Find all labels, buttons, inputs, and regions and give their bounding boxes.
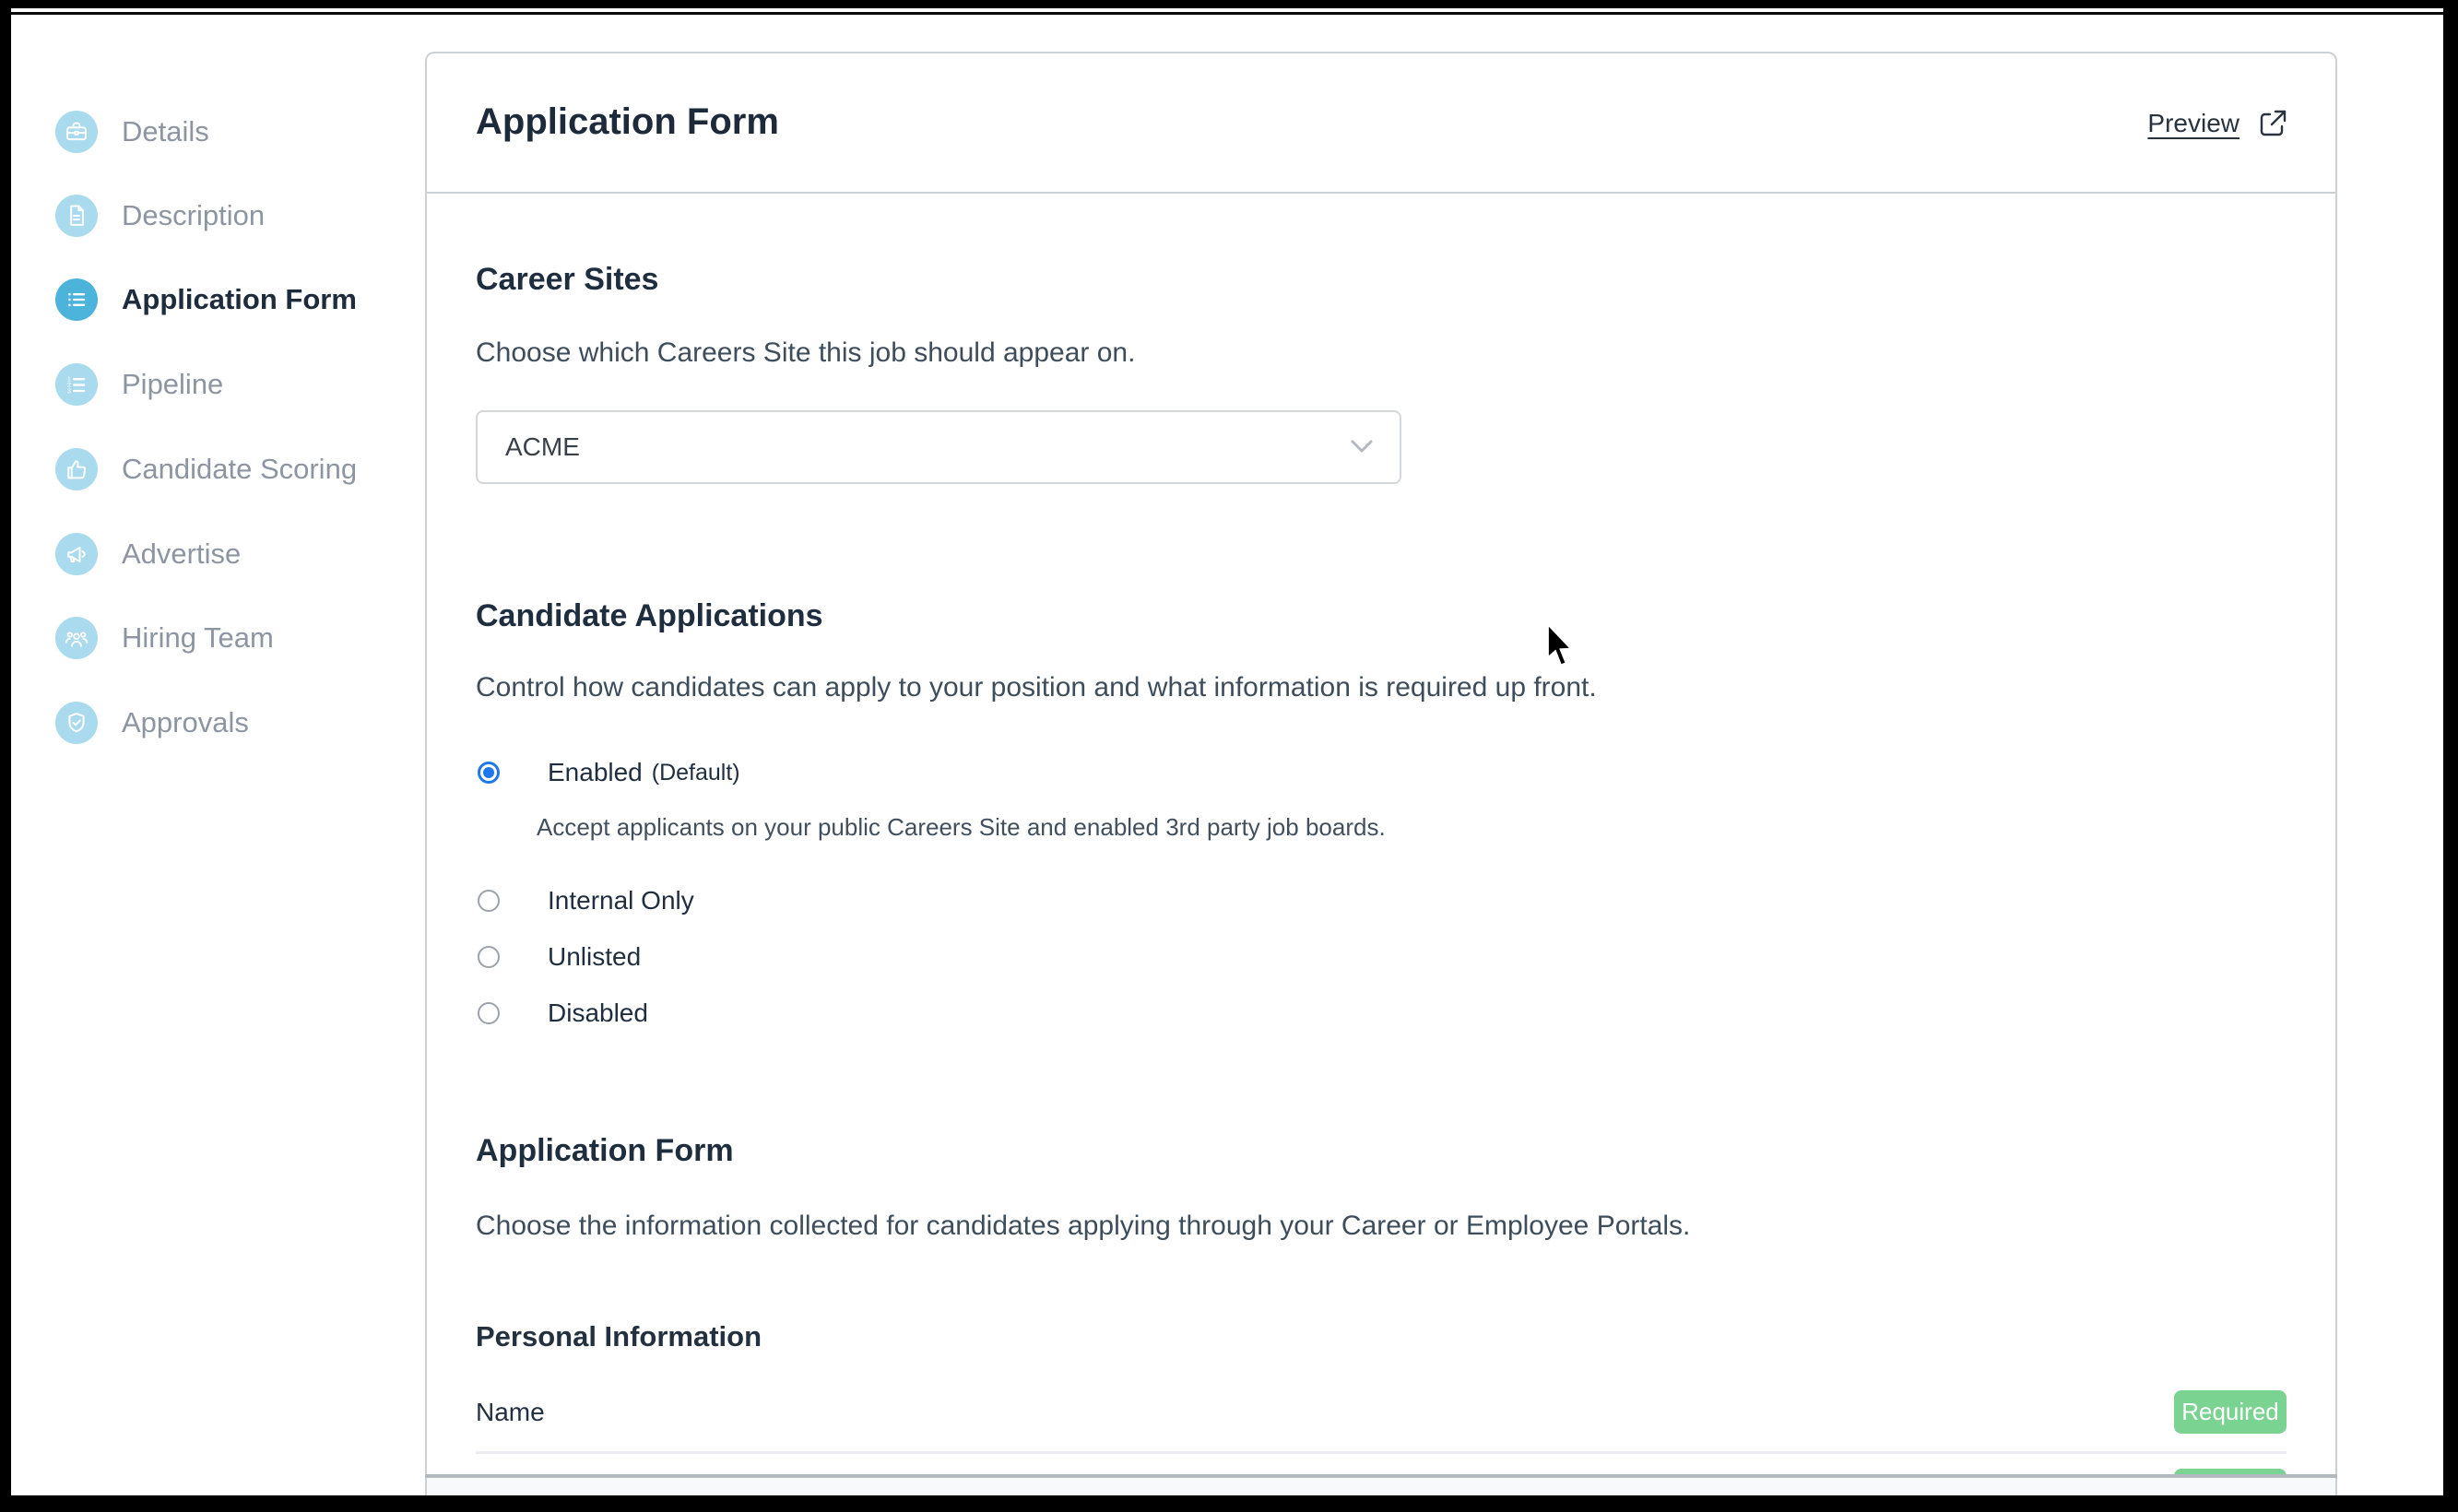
radio-button[interactable] [478,1002,500,1024]
numbered-list-icon [55,363,98,406]
svg-text:1: 1 [66,374,71,384]
candidate-applications-description: Control how candidates can apply to your position and what information is required up front. [476,672,1597,703]
required-badge[interactable]: Required [2174,1390,2287,1434]
document-icon [55,195,98,237]
radio-option-label: Internal Only [548,886,694,915]
radio-option-internal-only[interactable] [478,886,694,915]
sidebar-item-candidate-scoring[interactable] [55,448,357,490]
chevron-down-icon [1350,438,1374,455]
page-title: Application Form [476,101,779,142]
personal-information-heading: Personal Information [476,1320,762,1353]
radio-option-description: Accept applicants on your public Careers Site and enabled 3rd party job boards. [537,813,1386,841]
sidebar-item-description[interactable] [55,195,265,237]
window-top-line [11,12,2443,15]
sidebar-item-advertise[interactable] [55,533,241,575]
row-divider [476,1451,2287,1454]
application-form-section-heading: Application Form [476,1133,734,1168]
shield-check-icon [55,702,98,744]
sidebar-item-label: Application Form [122,283,357,315]
career-sites-heading: Career Sites [476,262,659,297]
sidebar-item-pipeline[interactable] [55,363,223,406]
radio-option-enabled[interactable] [478,758,740,787]
briefcase-icon [55,111,98,153]
sidebar-item-label: Hiring Team [122,621,274,654]
candidate-applications-heading: Candidate Applications [476,598,823,633]
radio-option-suffix: (Default) [651,759,740,786]
sidebar-item-hiring-team[interactable] [55,617,274,659]
application-form-card [425,52,2337,1495]
job-settings-sidebar [0,0,424,1495]
svg-text:2: 2 [66,380,71,389]
sticky-footer-strip [427,1478,2335,1497]
radio-option-label: Enabled [548,758,643,786]
field-label: Name [476,1397,545,1426]
preview-link-label: Preview [2147,109,2239,137]
sidebar-item-label: Details [122,115,209,148]
sidebar-item-details[interactable] [55,111,209,153]
career-sites-description: Choose which Careers Site this job should appear on. [476,337,1136,368]
radio-button-selected[interactable] [478,762,500,784]
thumbs-up-icon [55,448,98,490]
card-header [427,53,2335,194]
sidebar-item-label: Pipeline [122,368,224,400]
sidebar-item-label: Advertise [122,537,242,570]
application-form-section-description: Choose the information collected for candidates applying through your Career or Employee Portals. [476,1211,1691,1241]
career-site-selected-value: ACME [505,432,580,461]
svg-text:3: 3 [66,386,71,396]
preview-link[interactable] [2147,107,2289,140]
sidebar-item-application-form[interactable] [55,278,357,321]
radio-button[interactable] [478,946,500,968]
sidebar-item-label: Approvals [122,706,249,738]
megaphone-icon [55,533,98,575]
radio-option-label: Disabled [548,998,648,1027]
external-link-icon [2256,107,2289,140]
field-row-name [476,1390,2287,1434]
radio-button[interactable] [478,890,500,912]
sidebar-item-label: Candidate Scoring [122,453,358,485]
people-icon [55,617,98,659]
sidebar-item-approvals[interactable] [55,702,249,744]
sidebar-item-label: Description [122,199,266,231]
radio-option-unlisted[interactable] [478,942,641,972]
radio-option-disabled[interactable] [478,998,648,1028]
radio-option-label: Unlisted [548,942,642,971]
career-site-select[interactable] [476,410,1401,484]
list-icon [55,278,98,321]
